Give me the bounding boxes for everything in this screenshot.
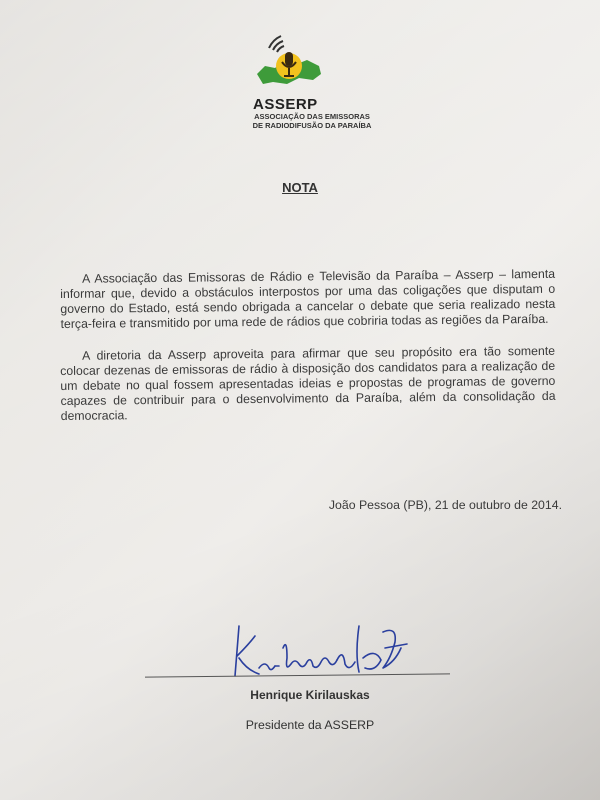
signer-name: Henrique Kirilauskas bbox=[250, 688, 370, 702]
signer-role: Presidente da ASSERP bbox=[245, 718, 375, 732]
paragraph-2: A diretoria da Asserp aproveita para afirmar que seu propósito era tão somente colocar dezenas de emissoras de rádio à disposição dos candidatos para a realização de um debate no qual fossem apresentadas ideias e propostas de programas de governo capazes de contribuir para o desenvolvimento da Paraíba, além da consolidação da democracia. bbox=[60, 343, 556, 423]
paragraph-1: A Associação das Emissoras de Rádio e Televisão da Paraíba – Asserp – lamenta informar que, devido a obstáculos interpostos por uma das coligações que disputam o governo do Estado, está sendo obrigada a cancelar o debate que seria realizado nesta terça-feira e transmitido por uma rede de rádios que cobriria todas as regiões da Paraíba. bbox=[60, 266, 556, 331]
place-date: João Pessoa (PB), 21 de outubro de 2014. bbox=[328, 498, 562, 512]
logo-name: ASSERP bbox=[253, 96, 318, 113]
document-heading: NOTA bbox=[282, 180, 318, 195]
logo-subtitle-line2: DE RADIODIFUSÃO DA PARAÍBA bbox=[252, 121, 372, 130]
handwritten-signature bbox=[225, 618, 415, 688]
asserp-logo bbox=[245, 30, 372, 130]
radio-microphone-logo-icon bbox=[253, 30, 325, 94]
logo-subtitle bbox=[237, 112, 387, 130]
logo-subtitle-line1: ASSOCIAÇÃO DAS EMISSORAS bbox=[254, 112, 370, 121]
